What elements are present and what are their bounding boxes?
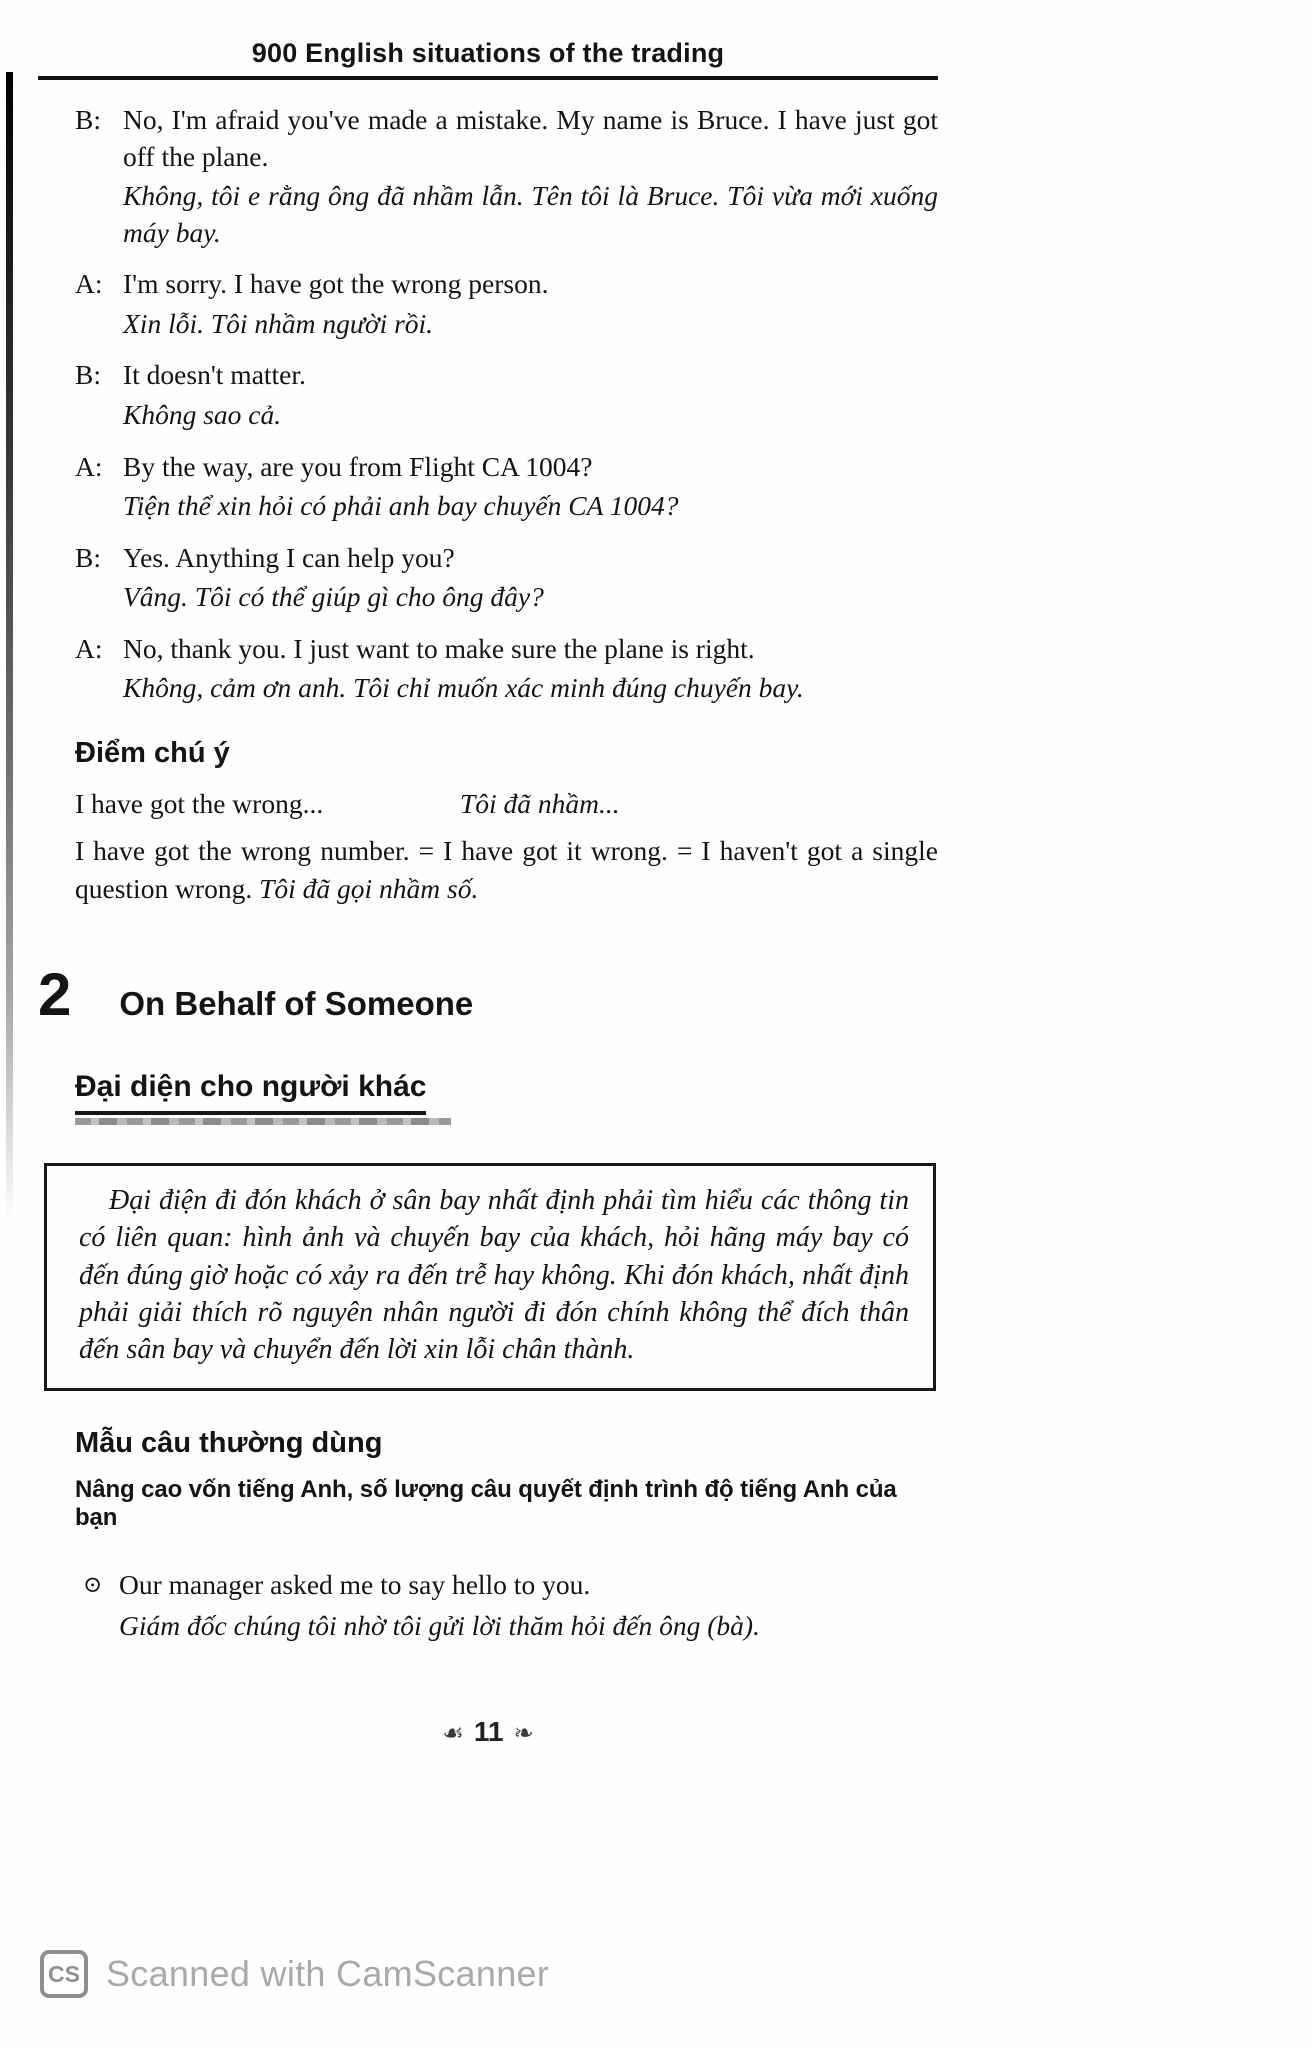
dialogue-section [38,102,938,707]
info-box-text: Đại điện đi đón khách ở sân bay nhất định phải tìm hiểu các thông tin có liên quan: hình ảnh và chuyến bay của khách, hỏi hãng máy bay có đến đúng giờ hoặc có xảy ra đến trễ hay không. Khi đón khách, nhất định phải giải thích rõ nguyên nhân người đi đón chính không thể đích thân đến sân bay và chuyển đến lời xin lỗi chân thành. [79,1185,909,1366]
dialogue-turn [75,540,938,616]
section-subtitle-wrap [38,1070,938,1125]
dialogue-english: No, I'm afraid you've made a mistake. My name is Bruce. I have just got off the plane. [123,104,938,172]
speaker-label: B: [75,359,101,391]
dialogue-turn [75,102,938,251]
patterns-heading: Mẫu câu thường dùng [75,1427,383,1460]
dialogue-vietnamese: Tiện thể xin hỏi có phải anh bay chuyến CA 1004? [123,490,679,522]
dialogue-vietnamese: Không sao cả. [123,398,282,430]
note-pattern-line [75,786,938,823]
camscanner-watermark [40,1950,549,1998]
dialogue-english: Yes. Anything I can help you? [123,541,455,573]
speaker-label: A: [75,450,103,482]
note-pattern-vietnamese: Tôi đã nhầm... [460,787,620,819]
left-fleuron-icon: ☙ [442,1719,464,1747]
subtitle-decorative-strip [75,1118,451,1125]
page-content [38,38,938,1748]
dialogue-vietnamese: Vâng. Tôi có thể giúp gì cho ông đây? [123,581,544,613]
page-number: 11 [473,1715,504,1747]
note-body-english: I have got the wrong number. = I have got it wrong. = I haven't got a single question wrong. [75,835,938,904]
section-heading [38,961,938,1029]
camscanner-label: Scanned with CamScanner [106,1953,550,1994]
info-box [44,1163,936,1391]
dialogue-turn [75,631,938,707]
pattern-english: Our manager asked me to say hello to you. [119,1569,591,1601]
dialogue-turn [75,449,938,525]
note-section [38,737,938,907]
patterns-intro: Nâng cao vốn tiếng Anh, số lượng câu quyết định trình độ tiếng Anh của bạn [75,1476,897,1532]
dialogue-turn-body [123,266,938,342]
dialogue-vietnamese: Không, cảm ơn anh. Tôi chỉ muốn xác minh đúng chuyến bay. [123,672,804,704]
dialogue-english: It doesn't matter. [123,359,306,391]
section-2 [38,961,938,1391]
speaker-label: A: [75,632,103,664]
dialogue-turn [75,357,938,433]
running-header [38,38,938,80]
camscanner-logo-icon: CS [40,1950,88,1998]
note-body [75,832,938,907]
note-body-vietnamese: Tôi đã gọi nhầm số. [259,872,479,904]
section-number: 2 [38,961,72,1029]
dialogue-turn [75,266,938,342]
page-number-row [38,1716,938,1748]
dialogue-english: I'm sorry. I have got the wrong person. [123,268,549,300]
pattern-vietnamese: Giám đốc chúng tôi nhờ tôi gửi lời thăm hỏi đến ông (bà). [119,1609,760,1641]
note-heading: Điểm chú ý [75,736,230,769]
dialogue-vietnamese: Xin lỗi. Tôi nhầm người rồi. [123,307,434,339]
dialogue-vietnamese: Không, tôi e rằng ông đã nhầm lẫn. Tên tôi là Bruce. Tôi vừa mới xuống máy bay. [123,180,938,248]
speaker-label: B: [75,541,101,573]
dialogue-turn-body [123,631,938,707]
header-rule [38,76,938,80]
dialogue-turn-body [123,540,938,616]
running-header-title: 900 English situations of the trading [251,38,725,68]
dialogue-english: By the way, are you from Flight CA 1004? [123,450,593,482]
section-subtitle: Đại diện cho người khác [75,1070,426,1115]
dialogue-turn-body [123,357,938,433]
circled-dot-bullet-icon: ⊙ [83,1572,103,1598]
pattern-body [119,1566,938,1643]
dialogue-english: No, thank you. I just want to make sure the plane is right. [123,632,755,664]
note-pattern-english: I have got the wrong... [75,787,324,819]
right-fleuron-icon: ❧ [513,1719,534,1747]
scan-artifact-edge [6,72,13,1222]
common-patterns-section [38,1427,938,1643]
pattern-item [75,1566,938,1643]
speaker-label: B: [75,104,101,135]
section-title: On Behalf of Someone [119,985,474,1023]
dialogue-turn-body [123,449,938,525]
dialogue-turn-body [123,102,938,251]
speaker-label: A: [75,268,103,300]
